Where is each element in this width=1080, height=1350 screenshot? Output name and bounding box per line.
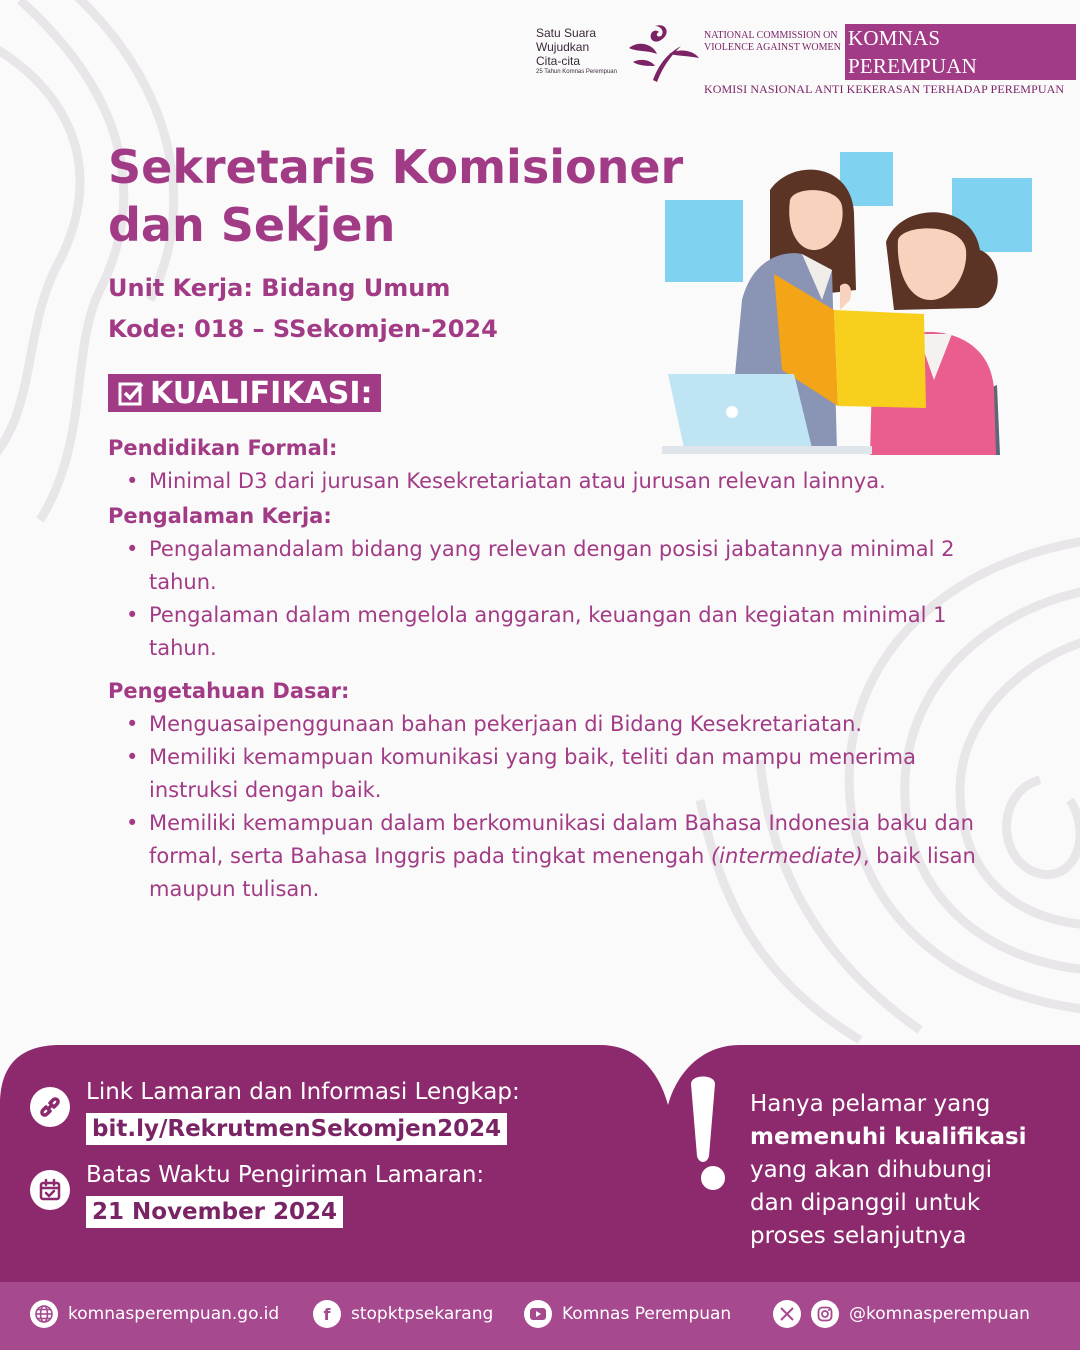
footer-website-text: komnasperempuan.go.id [68,1304,280,1324]
section-title-knowledge: Pengetahuan Dasar: [108,679,350,703]
note-line-1: Hanya pelamar yang [750,1091,991,1117]
anniversary-slogan [536,26,617,76]
footer-youtube[interactable] [524,1300,731,1328]
slogan-line-1: Satu Suara [536,26,597,40]
slogan-line-2: Wujudkan [536,40,590,54]
application-link[interactable]: bit.ly/RekrutmenSekomjen2024 [86,1113,507,1145]
list-item: • Minimal D3 dari jurusan Kesekretariatan atau jurusan relevan lainnya. [108,465,988,498]
globe-icon [30,1300,58,1328]
slogan-line-3: Cita-cita [536,54,581,68]
knowledge-bullets [108,708,988,906]
note-line-4: dan dipanggil untuk [750,1190,981,1216]
slogan-tagline: 25 Tahun Komnas Perempuan [536,69,617,75]
page-title-line-1: Sekretaris Komisioner [108,140,684,194]
footer-website[interactable] [30,1300,279,1328]
section-title-experience: Pengalaman Kerja: [108,504,332,528]
education-bullets [108,465,988,498]
unit-kerja: Unit Kerja: Bidang Umum [108,274,451,302]
footer-youtube-text: Komnas Perempuan [562,1304,732,1324]
deadline-row [30,1158,484,1228]
calendar-icon [30,1170,70,1210]
list-item: • Memiliki kemampuan komunikasi yang baik, teliti dan mampu menerima instruksi dengan baik. [108,741,988,807]
kualifikasi-heading [108,374,381,412]
section-title-education: Pendidikan Formal: [108,436,338,460]
youtube-icon [524,1300,552,1328]
list-item: • Memiliki kemampuan dalam berkomunikasi dalam Bahasa Indonesia baku dan formal, serta Bahasa Inggris pada tingkat menengah (intermediate), baik lisan maupun tulisan. [108,807,988,906]
logo-english-name [704,30,845,54]
applicant-note [750,1088,1050,1253]
note-bold: memenuhi kualifikasi [750,1124,1027,1150]
footer-facebook[interactable] [313,1300,493,1328]
logo-english-line-2: VIOLENCE AGAINST WOMEN [704,42,841,53]
footer-handle-text: @komnasperempuan [849,1304,1030,1324]
checkbox-icon [118,380,144,406]
office-women-illustration [662,150,1034,460]
footer-social-handle[interactable] [773,1300,1030,1328]
facebook-icon: f [313,1300,341,1328]
logo-brand-name: KOMNAS PEREMPUAN [845,24,1076,80]
application-link-row [30,1075,520,1145]
flower-logo-icon [623,18,701,84]
kualifikasi-label: KUALIFIKASI: [150,375,373,411]
deadline-label: Batas Waktu Pengiriman Lamaran: [86,1162,485,1188]
footer-facebook-text: stopktpsekarang [351,1304,494,1324]
list-item: • Pengalamandalam bidang yang relevan dengan posisi jabatannya minimal 2 tahun. [108,533,988,599]
komnas-perempuan-logo [704,24,1076,96]
application-link-label: Link Lamaran dan Informasi Lengkap: [86,1079,520,1105]
deadline-date: 21 November 2024 [86,1196,343,1228]
job-code: Kode: 018 – SSekomjen-2024 [108,315,498,343]
list-item: • Menguasaipenggunaan bahan pekerjaan di Bidang Kesekretariatan. [108,708,988,741]
footer-bar [0,1282,1080,1350]
page-title [108,138,708,254]
logo-subtitle: KOMISI NASIONAL ANTI KEKERASAN TERHADAP PEREMPUAN [704,82,1065,96]
list-item: • Pengalaman dalam mengelola anggaran, keuangan dan kegiatan minimal 1 tahun. [108,599,988,665]
link-icon [30,1087,70,1127]
page-title-line-2: dan Sekjen [108,198,396,252]
x-twitter-icon [773,1300,801,1328]
anniversary-logo [536,18,701,84]
exclamation-icon [685,1074,741,1194]
experience-bullets [108,533,988,665]
instagram-icon [811,1300,839,1328]
note-line-5: proses selanjutnya [750,1223,967,1249]
qualifications-list [108,432,988,908]
note-line-3: yang akan dihubungi [750,1157,993,1183]
logo-english-line-1: NATIONAL COMMISSION ON [704,30,838,41]
